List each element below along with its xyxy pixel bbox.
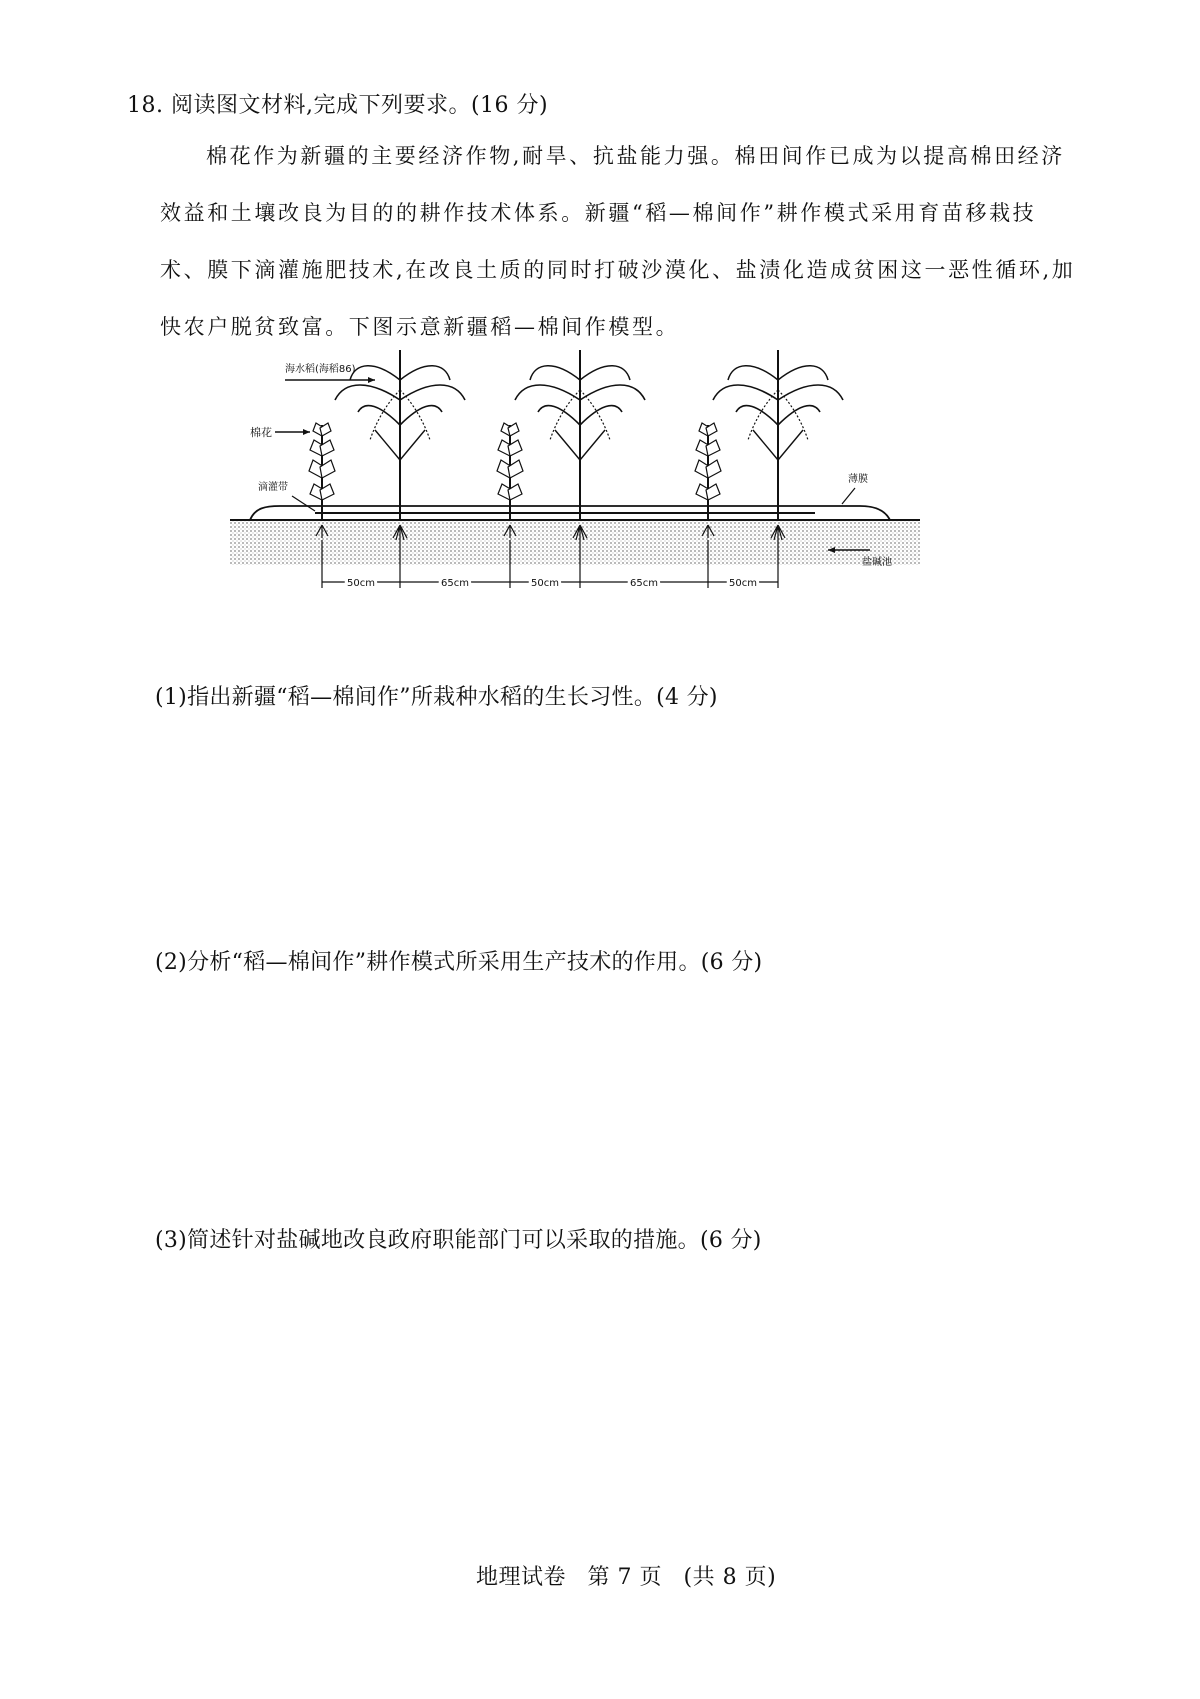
passage — [160, 128, 1076, 356]
spacing-1: 50cm — [347, 578, 375, 589]
sub-question-1: (1)指出新疆“稻—棉间作”所栽种水稻的生长习性。(4 分) — [155, 685, 718, 710]
cotton-label: 棉花 — [250, 426, 272, 439]
sub-question-2: (2)分析“稻—棉间作”耕作模式所采用生产技术的作用。(6 分) — [155, 950, 763, 975]
spacing-4: 65cm — [630, 578, 658, 589]
passage-line: 快农户脱贫致富。下图示意新疆稻—棉间作模型。 — [160, 315, 680, 339]
footer-total: (共 8 页) — [683, 1565, 777, 1590]
rice-plant-1 — [335, 350, 465, 540]
soil-layer — [230, 520, 920, 565]
drip-tape-label: 滴灌带 — [258, 482, 288, 493]
rice-label: 海水稻(海稻86) — [285, 364, 356, 375]
passage-line: 效益和土壤改良为目的的耕作技术体系。新疆“稻—棉间作”耕作模式采用育苗移栽技 — [160, 201, 1037, 225]
footer-subject: 地理试卷 — [476, 1565, 567, 1590]
rice-cotton-intercropping-diagram — [230, 350, 930, 604]
film-label: 薄膜 — [848, 474, 868, 485]
drip-tape-arrow — [292, 496, 315, 511]
rice-plant-2 — [515, 350, 645, 540]
film-arrow — [842, 488, 855, 504]
page-footer — [476, 1560, 776, 1591]
passage-line: 术、膜下滴灌施肥技术,在改良土质的同时打破沙漠化、盐渍化造成贫困这一恶性循环,加 — [160, 258, 1076, 282]
footer-page: 第 7 页 — [587, 1565, 662, 1590]
spacing-2: 65cm — [441, 578, 469, 589]
sub-question-3: (3)简述针对盐碱地改良政府职能部门可以采取的措施。(6 分) — [155, 1228, 762, 1253]
passage-line: 棉花作为新疆的主要经济作物,耐旱、抗盐能力强。棉田间作已成为以提高棉田经济 — [206, 144, 1065, 168]
rice-plant-3 — [713, 350, 843, 540]
spacing-3: 50cm — [531, 578, 559, 589]
saline-pond-label: 盐碱池 — [862, 557, 892, 568]
question-title: 18. 阅读图文材料,完成下列要求。(16 分) — [127, 93, 549, 118]
spacing-5: 50cm — [729, 578, 757, 589]
